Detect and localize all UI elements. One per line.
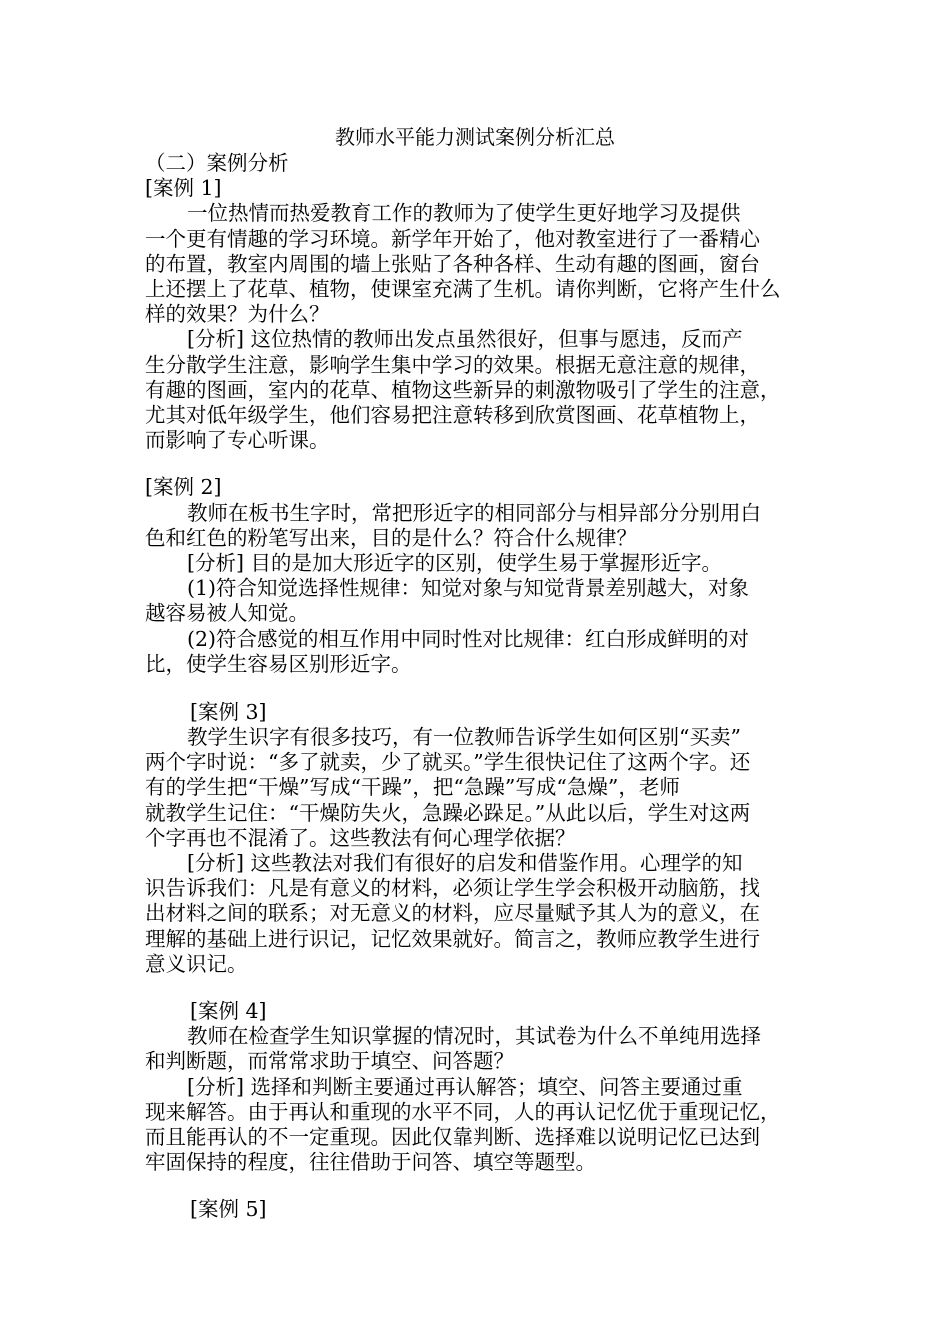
case4-question-line: 教师在检查学生知识掌握的情况时，其试卷为什么不单纯用选择 [187,1024,761,1048]
case4-analysis-line: 现来解答。由于再认和重现的水平不同，人的再认记忆优于重现记忆， [145,1100,781,1124]
case3-question-line: 有的学生把“干燥”写成“干躁”，把“急躁”写成“急燥”，老师 [145,775,680,799]
case2-analysis-line: (2)符合感觉的相互作用中同时性对比规律：红白形成鲜明的对 [187,627,750,651]
case1-heading: [案例 1] [145,176,222,200]
case1-analysis-line: 尤其对低年级学生，他们容易把注意转移到欣赏图画、花草植物上， [145,403,760,427]
case1-question-line: 样的效果？为什么？ [145,302,330,326]
case1-analysis-line: 生分散学生注意，影响学生集中学习的效果。根据无意注意的规律， [145,353,760,377]
case1-question-line: 的布置，教室内周围的墙上张贴了各种各样、生动有趣的图画，窗台 [145,252,760,276]
case1-analysis-line: 而影响了专心听课。 [145,428,330,452]
case3-heading: [案例 3] [190,700,267,724]
case3-question-line: 两个字时说：“多了就卖，少了就买。”学生很快记住了这两个字。还 [145,750,751,774]
case3-question-line: 个字再也不混淆了。这些教法有何心理学依据？ [145,826,576,850]
case3-analysis-line: 理解的基础上进行识记，记忆效果就好。简言之，教师应教学生进行 [145,927,760,951]
case2-heading: [案例 2] [145,475,222,499]
case2-analysis-line: (1)符合知觉选择性规律：知觉对象与知觉背景差别越大，对象 [187,576,750,600]
case2-analysis-line: 越容易被人知觉。 [145,601,309,625]
case3-question-line: 就教学生记住：“干燥防失火，急躁必跺足。”从此以后，学生对这两 [145,801,751,825]
case4-analysis-line: [分析] 选择和判断主要通过再认解答；填空、问答主要通过重 [187,1075,743,1099]
case3-analysis-line: 出材料之间的联系；对无意义的材料，应尽量赋予其人为的意义，在 [145,901,760,925]
case2-analysis-line: 比，使学生容易区别形近字。 [145,652,412,676]
case4-analysis-line: 牢固保持的程度，往往借助于问答、填空等题型。 [145,1150,596,1174]
case2-analysis-line: [分析] 目的是加大形近字的区别，使学生易于掌握形近字。 [187,551,723,575]
case4-analysis-line: 而且能再认的不一定重现。因此仅靠判断、选择难以说明记忆已达到 [145,1125,760,1149]
case4-heading: [案例 4] [190,999,267,1023]
case3-analysis-line: [分析] 这些教法对我们有很好的启发和借鉴作用。心理学的知 [187,851,743,875]
case3-analysis-line: 意义识记。 [145,952,248,976]
case3-analysis-line: 识告诉我们：凡是有意义的材料，必须让学生学会积极开动脑筋，找 [145,876,760,900]
case4-question-line: 和判断题，而常常求助于填空、问答题？ [145,1049,514,1073]
section-heading: （二）案例分析 [145,151,289,175]
case2-question-line: 教师在板书生字时，常把形近字的相同部分与相异部分分别用白 [187,501,761,525]
case1-question-line: 一个更有情趣的学习环境。新学年开始了，他对教室进行了一番精心 [145,227,760,251]
case1-analysis-line: [分析] 这位热情的教师出发点虽然很好，但事与愿违，反而产 [187,327,743,351]
case5-heading: [案例 5] [190,1197,267,1221]
case1-question-line: 一位热情而热爱教育工作的教师为了使学生更好地学习及提供 [187,201,741,225]
document-title: 教师水平能力测试案例分析汇总 [335,125,615,149]
case2-question-line: 色和红色的粉笔写出来，目的是什么？符合什么规律？ [145,526,637,550]
case1-analysis-line: 有趣的图画，室内的花草、植物这些新异的刺激物吸引了学生的注意， [145,378,781,402]
case1-question-line: 上还摆上了花草、植物，使课室充满了生机。请你判断，它将产生什么 [145,277,781,301]
case3-question-line: 教学生识字有很多技巧，有一位教师告诉学生如何区别“买卖” [187,725,741,749]
